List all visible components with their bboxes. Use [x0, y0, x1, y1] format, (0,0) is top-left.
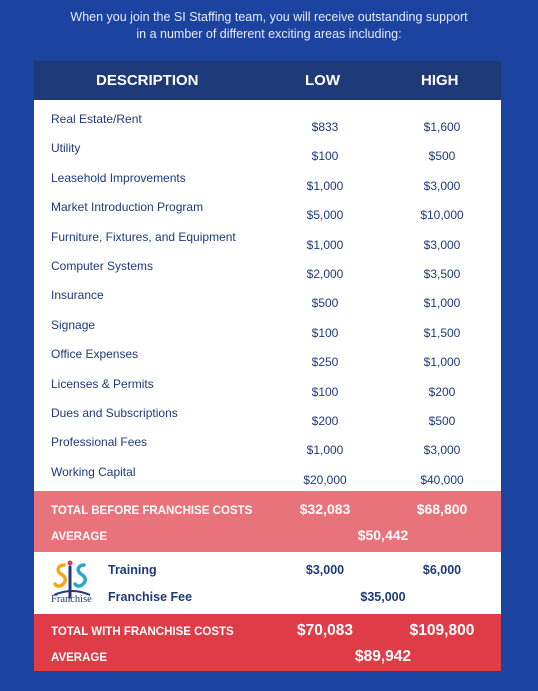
total-before-label: TOTAL BEFORE FRANCHISE COSTS — [51, 505, 253, 517]
row-high: $3,000 — [423, 443, 461, 458]
total-before-low: $32,083 — [299, 501, 351, 517]
row-description: Utility — [51, 141, 81, 156]
franchise-costs-band — [34, 552, 501, 614]
table-row — [34, 222, 501, 251]
row-high: $500 — [428, 149, 456, 164]
total-with-low: $70,083 — [296, 622, 354, 639]
row-high: $3,000 — [423, 237, 461, 252]
row-high: $1,600 — [423, 120, 461, 134]
row-low: $1,000 — [306, 443, 344, 458]
logo-wordmark: Franchise — [51, 594, 92, 605]
table-row — [34, 163, 501, 192]
header-low: LOW — [305, 72, 340, 89]
row-high: $10,000 — [420, 208, 464, 223]
table-body — [34, 100, 501, 486]
row-description: Working Capital — [51, 464, 136, 479]
table-row — [34, 104, 501, 133]
table-row — [34, 280, 501, 309]
total-with-high: $109,800 — [409, 622, 475, 639]
intro-line-1: When you join the SI Staffing team, you will receive outstanding support — [70, 10, 468, 24]
row-low: $100 — [311, 149, 339, 164]
table-row — [34, 251, 501, 280]
total-before-franchise-band — [34, 491, 501, 552]
training-high: $6,000 — [422, 563, 462, 577]
cost-table — [34, 61, 501, 671]
row-high: $1,000 — [423, 296, 461, 311]
row-low: $5,000 — [306, 208, 344, 223]
table-row — [34, 427, 501, 456]
row-low: $20,000 — [303, 472, 347, 487]
intro-text — [0, 9, 538, 43]
header-description: DESCRIPTION — [96, 72, 199, 89]
table-row — [34, 339, 501, 368]
row-high: $3,500 — [423, 266, 461, 281]
total-before-high: $68,800 — [416, 501, 468, 517]
row-low: $833 — [311, 120, 339, 134]
table-header — [34, 61, 501, 100]
total-with-franchise-band — [34, 614, 501, 671]
row-high: $200 — [428, 384, 456, 399]
total-with-label: TOTAL WITH FRANCHISE COSTS — [51, 626, 234, 638]
row-description: Professional Fees — [51, 435, 148, 450]
row-low: $1,000 — [306, 178, 344, 193]
header-high: HIGH — [421, 72, 459, 89]
row-description: Computer Systems — [51, 258, 154, 273]
table-row — [34, 369, 501, 398]
average-with-value: $89,942 — [354, 648, 412, 665]
table-row — [34, 310, 501, 339]
row-high: $1,000 — [423, 355, 461, 370]
row-description: Licenses & Permits — [51, 376, 154, 391]
row-description: Market Introduction Program — [51, 200, 204, 215]
row-low: $500 — [311, 296, 339, 311]
row-low: $100 — [311, 325, 339, 340]
row-low: $250 — [311, 355, 339, 370]
average-with-label: AVERAGE — [51, 652, 108, 664]
training-low: $3,000 — [305, 563, 345, 577]
row-low: $100 — [311, 384, 339, 399]
table-row — [34, 398, 501, 427]
table-row — [34, 192, 501, 221]
row-high: $3,000 — [423, 178, 461, 193]
row-low: $2,000 — [306, 266, 344, 281]
row-description: Real Estate/Rent — [51, 112, 142, 126]
table-row — [34, 457, 501, 486]
row-description: Signage — [51, 317, 96, 332]
row-description: Dues and Subscriptions — [51, 405, 178, 420]
intro-line-2: in a number of different exciting areas including: — [136, 27, 402, 41]
row-low: $200 — [311, 413, 339, 428]
row-description: Furniture, Fixtures, and Equipment — [51, 229, 236, 244]
row-description: Insurance — [51, 288, 104, 303]
row-low: $1,000 — [306, 237, 344, 252]
franchise-fee-value: $35,000 — [360, 590, 406, 604]
average-before-value: $50,442 — [357, 527, 409, 543]
row-high: $40,000 — [420, 472, 464, 487]
franchise-fee-label: Franchise Fee — [108, 590, 193, 604]
row-high: $500 — [428, 413, 456, 428]
row-high: $1,500 — [423, 325, 461, 340]
row-description: Leasehold Improvements — [51, 170, 186, 185]
training-label: Training — [108, 563, 157, 577]
row-description: Office Expenses — [51, 347, 139, 362]
table-row — [34, 133, 501, 162]
average-before-label: AVERAGE — [51, 531, 108, 543]
